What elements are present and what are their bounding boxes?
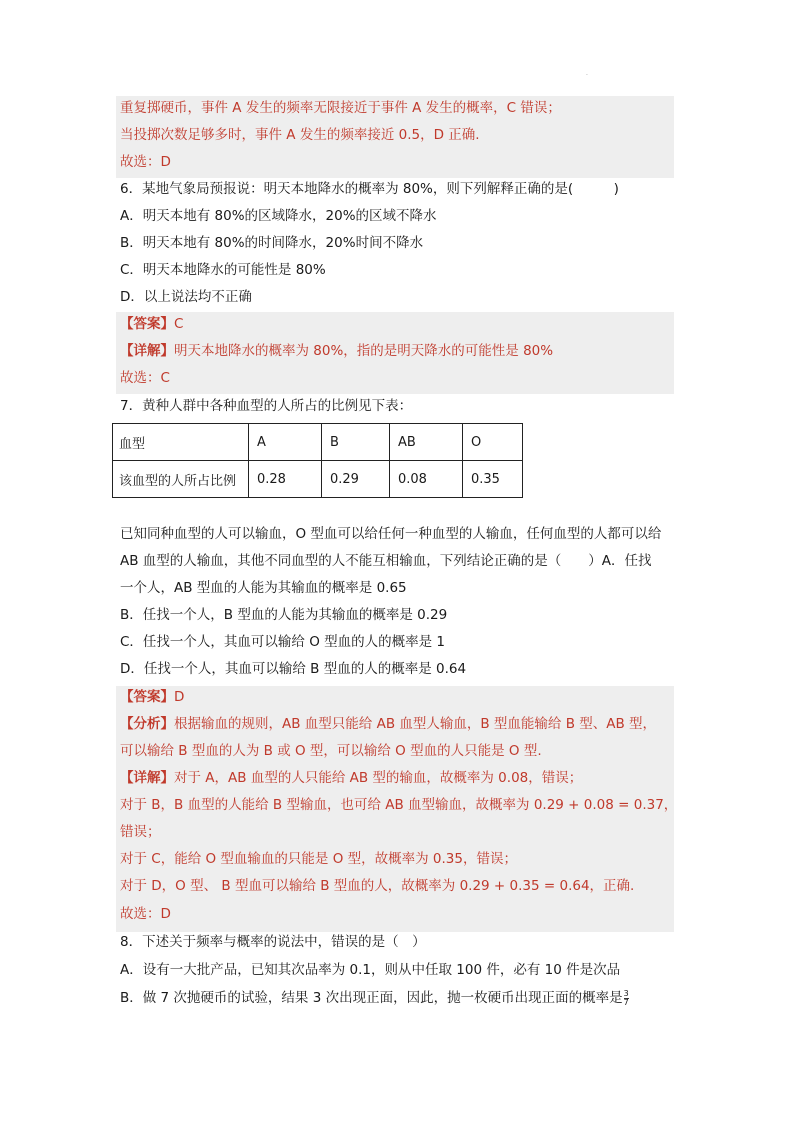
detail-tag: 【详解】 bbox=[120, 770, 174, 786]
table-header-cell: B bbox=[322, 424, 390, 461]
q6-option-a: A．明天本地有 80%的区域降水，20%的区域不降水 bbox=[120, 208, 437, 224]
q6-option-b: B．明天本地有 80%的时间降水，20%时间不降水 bbox=[120, 235, 424, 251]
prev-answer-line-1: 重复掷硬币，事件 A 发生的频率无限接近于事件 A 发生的概率，C 错误； bbox=[120, 100, 561, 116]
table-header-cell: O bbox=[463, 424, 523, 461]
fraction bbox=[624, 990, 629, 1007]
q7-option-b: B．任找一个人，B 型血的人能为其输血的概率是 0.29 bbox=[120, 607, 448, 623]
q6-detail bbox=[120, 341, 553, 361]
table-header-cell: AB bbox=[390, 424, 463, 461]
q7-detail-text: 对于 A，AB 血型的人只能给 AB 型的输血，故概率为 0.08，错误； bbox=[174, 770, 583, 786]
q7-paragraph-line-1: 已知同种血型的人可以输血，O 型血可以给任何一种血型的人输血，任何血型的人都可以给 bbox=[120, 526, 662, 542]
table-cell: 该血型的人所占比例 bbox=[113, 461, 249, 498]
q7-detail-line-5: 对于 D，O 型、 B 型血可以输给 B 型血的人，故概率为 0.29 + 0.35 = 0.64，正确. bbox=[120, 878, 635, 894]
q6-detail-text: 明天本地降水的概率为 80%，指的是明天降水的可能性是 80% bbox=[174, 343, 554, 359]
q7-analysis-line-2: 可以输给 B 型血的人为 B 或 O 型，可以输给 O 型血的人只能是 O 型. bbox=[120, 743, 542, 759]
blood-type-table bbox=[112, 423, 523, 498]
q7-conclusion: 故选：D bbox=[120, 906, 171, 922]
q6-option-d: D．以上说法均不正确 bbox=[120, 289, 252, 305]
table-row bbox=[113, 424, 523, 461]
q6-stem: 6．某地气象局预报说：明天本地降水的概率为 80%，则下列解释正确的是( ) bbox=[120, 181, 619, 197]
q7-answer-value: D bbox=[174, 689, 185, 705]
table-header-cell: 血型 bbox=[113, 424, 249, 461]
q7-detail-line-4: 对于 C，能给 O 型血输血的只能是 O 型，故概率为 0.35，错误； bbox=[120, 851, 517, 867]
analysis-tag: 【分析】 bbox=[120, 716, 174, 732]
q7-detail-line-1 bbox=[120, 768, 582, 788]
q7-answer bbox=[120, 687, 184, 707]
q6-conclusion: 故选：C bbox=[120, 370, 170, 386]
prev-answer-conclusion: 故选：D bbox=[120, 154, 171, 170]
q6-answer bbox=[120, 314, 183, 334]
q8-option-b-text: B．做 7 次抛硬币的试验，结果 3 次出现正面，因此，抛一枚硬币出现正面的概率是 bbox=[120, 990, 623, 1006]
q7-detail-line-2: 对于 B，B 血型的人能给 B 型输血，也可给 AB 血型输血，故概率为 0.29 + 0.08 = 0.37， bbox=[120, 797, 678, 813]
q7-analysis-text: 根据输血的规则，AB 血型只能给 AB 血型人输血，B 型血能输给 B 型、AB 型， bbox=[174, 716, 657, 732]
detail-tag: 【详解】 bbox=[120, 343, 174, 359]
answer-tag: 【答案】 bbox=[120, 689, 174, 705]
q7-paragraph-line-2: AB 血型的人输血，其他不同血型的人不能互相输血，下列结论正确的是（ ）A．任找 bbox=[120, 553, 652, 569]
fraction-denominator: 7 bbox=[623, 997, 629, 1007]
q8-option-a: A．设有一大批产品，已知其次品率为 0.1，则从中任取 100 件，必有 10 件是次品 bbox=[120, 962, 621, 978]
table-header-cell: A bbox=[249, 424, 322, 461]
q8-option-b bbox=[120, 988, 629, 1008]
q7-option-c: C．任找一个人，其血可以输给 O 型血的人的概率是 1 bbox=[120, 634, 446, 650]
q7-detail-line-3: 错误； bbox=[120, 824, 161, 840]
fraction-numerator: 3 bbox=[623, 988, 629, 998]
q8-stem: 8．下述关于频率与概率的说法中，错误的是（ ） bbox=[120, 934, 426, 950]
q6-answer-value: C bbox=[174, 316, 184, 332]
q7-analysis-line-1 bbox=[120, 714, 656, 734]
q7-stem: 7．黄种人群中各种血型的人所占的比例见下表： bbox=[120, 398, 413, 414]
table-cell: 0.28 bbox=[249, 461, 322, 498]
answer-tag: 【答案】 bbox=[120, 316, 174, 332]
table-cell: 0.08 bbox=[390, 461, 463, 498]
prev-answer-line-2: 当投掷次数足够多时，事件 A 发生的频率接近 0.5，D 正确. bbox=[120, 127, 480, 143]
table-cell: 0.35 bbox=[463, 461, 523, 498]
table-cell: 0.29 bbox=[322, 461, 390, 498]
page-mark: . bbox=[586, 70, 588, 77]
q7-option-d: D．任找一个人，其血可以输给 B 型血的人的概率是 0.64 bbox=[120, 661, 467, 677]
q6-option-c: C．明天本地降水的可能性是 80% bbox=[120, 262, 326, 278]
q7-paragraph-line-3: 一个人，AB 型血的人能为其输血的概率是 0.65 bbox=[120, 580, 407, 596]
table-row bbox=[113, 461, 523, 498]
